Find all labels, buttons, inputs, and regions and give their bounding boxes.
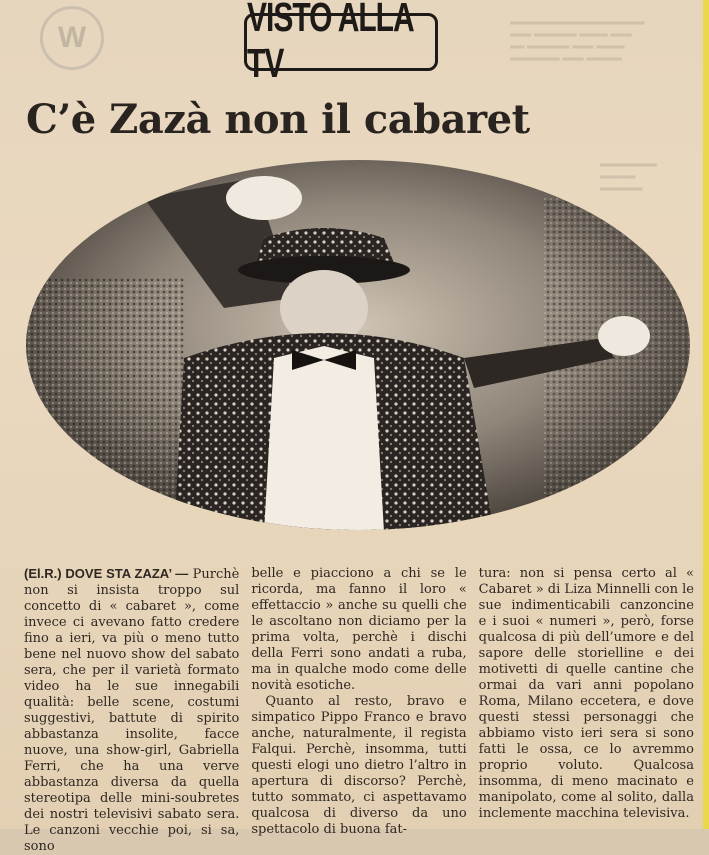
section-header-box bbox=[244, 0, 438, 87]
white-shirt bbox=[264, 346, 384, 532]
scan-edge bbox=[703, 0, 709, 829]
bleed-through-logo-icon: W bbox=[40, 6, 104, 70]
article-lead: (El.R.) DOVE STA ZAZA’ — bbox=[24, 566, 189, 581]
article-paragraph: tura: non si pensa certo al « Cabaret » di Liza Minnelli con le sue indimenticabili canzoncine e i suoi « numeri », però, forse qualcosa di più dell’umore e del sapore delle storielline e dei motivetti di quelle cantine che ormai da vari anni popolano Roma, Milano eccetera, e dove questi stessi personaggi che abbiamo visto ieri sera si sono fatti le ossa, ce lo avremmo proprio voluto. Qualcosa insomma, di meno macinato e manipolato, come al solito, dalla inclemente macchina televisiva. bbox=[478, 566, 694, 821]
article-column-3 bbox=[478, 566, 694, 821]
article-column-1 bbox=[24, 566, 240, 854]
article-paragraph: belle e piacciono a chi se le ricorda, ma fanno il loro « effettaccio » anche su quelli che le ascoltano non diciamo per la prima volta, perchè i dischi della Ferri sono andati a ruba, ma in qualche modo come delle novità esotiche. bbox=[251, 566, 467, 693]
raised-hand bbox=[226, 176, 302, 220]
article-body bbox=[24, 566, 694, 854]
article-column-2 bbox=[251, 566, 467, 837]
article-title: C’è Zazà non il cabaret bbox=[26, 96, 530, 143]
bleed-through-text: ════════ ═════ ══════ bbox=[600, 160, 657, 195]
extended-hand bbox=[598, 316, 650, 356]
article-paragraph: Quanto al resto, bravo e simpatico Pippo Franco e bravo anche, naturalmente, il regista Falqui. Perchè, insomma, tutti questi elogi uno dietro l’altro in apertura di discorso? Perchè, tutto sommato, ci aspettavamo qualcosa di diverso da uno spettacolo di buona fat- bbox=[251, 694, 467, 837]
performer-photo bbox=[24, 158, 692, 532]
article-paragraph: Purchè non si insista troppo sul concetto di « cabaret », come invece ci avevano fatto credere fino a ieri, va più o meno tutto bene nel nuovo show del sabato sera, che per il varietà formato video ha le sue innegabili qualità: belle scene, costumi suggestivi, battute di spirito abbastanza insolite, facce nuove, una show-girl, Gabriella Ferri, che ha una verve abbastanza diversa da quella stereotipa delle mini-soubretes dei nostri televisivi sabato sera. Le canzoni vecchie poi, si sa, sono bbox=[24, 567, 240, 854]
section-header: VISTO ALLA TV bbox=[247, 0, 413, 87]
bleed-through-text: ═══════════════════ ═══ ══════ ════ ═══ ══ ══════ ═══ ════ ═══════ ═══ ═════ bbox=[510, 18, 645, 65]
